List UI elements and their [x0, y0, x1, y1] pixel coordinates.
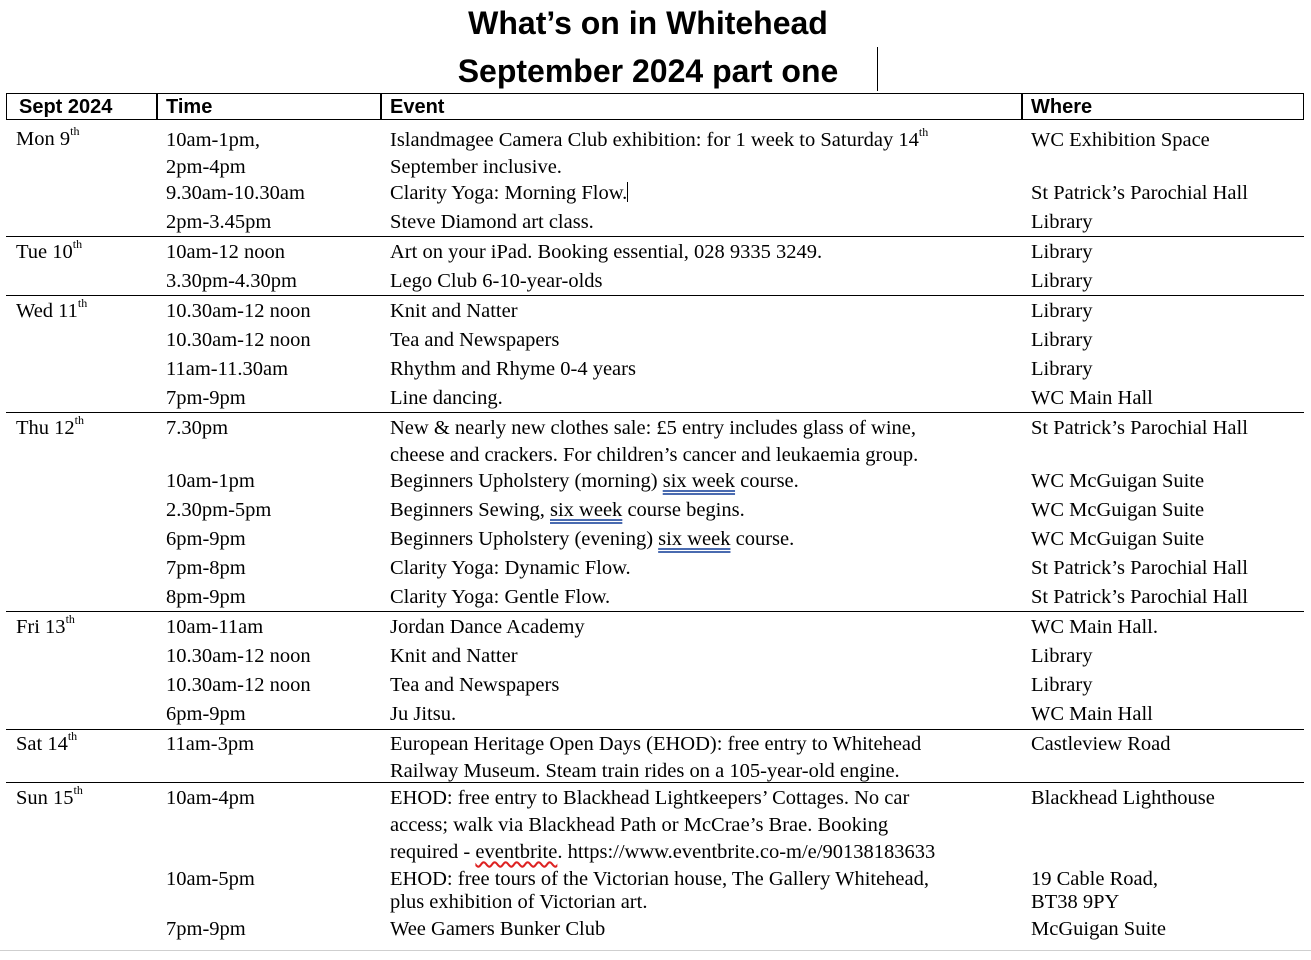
event-location: BT38 9PY [1031, 891, 1120, 913]
event-description: Beginners Upholstery (morning) six week course. [390, 470, 799, 492]
event-description: cheese and crackers. For children’s cancer and leukaemia group. [390, 444, 919, 466]
event-description: Clarity Yoga: Gentle Flow. [390, 586, 611, 608]
event-time: 7.30pm [166, 417, 229, 439]
event-time: 10am-1pm, [166, 129, 260, 151]
event-time: 10am-12 noon [166, 241, 285, 263]
event-location: Castleview Road [1031, 733, 1171, 755]
event-time: 10.30am-12 noon [166, 674, 311, 696]
event-time: 11am-3pm [166, 733, 255, 755]
event-location: Blackhead Lighthouse [1031, 787, 1215, 809]
event-description: EHOD: free entry to Blackhead Lightkeepers’ Cottages. No car [390, 787, 910, 809]
event-time: 2pm-3.45pm [166, 211, 272, 233]
header-time: Time [166, 96, 213, 118]
event-time: 2.30pm-5pm [166, 499, 272, 521]
event-description: Knit and Natter [390, 300, 518, 322]
spellcheck-underline: six week [658, 528, 731, 550]
event-location: WC McGuigan Suite [1031, 528, 1205, 550]
event-time: 10am-5pm [166, 868, 255, 890]
day-label-mon: Mon 9th [16, 124, 80, 150]
event-location: St Patrick’s Parochial Hall [1031, 586, 1248, 608]
event-description: Clarity Yoga: Morning Flow. [390, 182, 628, 204]
event-description: Tea and Newspapers [390, 674, 560, 696]
event-description: Tea and Newspapers [390, 329, 560, 351]
event-time: 8pm-9pm [166, 586, 246, 608]
event-time: 2pm-4pm [166, 156, 246, 178]
event-description: Rhythm and Rhyme 0-4 years [390, 358, 636, 380]
day-label-tue: Tue 10th [16, 237, 83, 263]
spellcheck-underline: six week [550, 499, 623, 521]
header-event: Event [390, 96, 445, 118]
event-time: 9.30am-10.30am [166, 182, 305, 204]
event-description: Wee Gamers Bunker Club [390, 918, 606, 940]
event-description: European Heritage Open Days (EHOD): free entry to Whitehead [390, 733, 922, 755]
day-label-sun: Sun 15th [16, 783, 83, 809]
event-time: 3.30pm-4.30pm [166, 270, 297, 292]
event-description: Beginners Upholstery (evening) six week course. [390, 528, 795, 550]
event-location: Library [1031, 300, 1093, 322]
day-separator [6, 295, 1304, 296]
event-location: Library [1031, 270, 1093, 292]
event-time: 10am-4pm [166, 787, 255, 809]
event-location: McGuigan Suite [1031, 918, 1166, 940]
day-separator [6, 729, 1304, 730]
event-location: 19 Cable Road, [1031, 868, 1158, 890]
event-description: September inclusive. [390, 156, 562, 178]
event-description: Beginners Sewing, six week course begins. [390, 499, 745, 521]
event-time: 10.30am-12 noon [166, 300, 311, 322]
event-time: 7pm-9pm [166, 387, 246, 409]
event-time: 6pm-9pm [166, 703, 246, 725]
event-description: New & nearly new clothes sale: £5 entry includes glass of wine, [390, 417, 917, 439]
event-description: Art on your iPad. Booking essential, 028 9335 3249. [390, 241, 823, 263]
event-location: St Patrick’s Parochial Hall [1031, 557, 1248, 579]
day-label-sat: Sat 14th [16, 729, 78, 755]
event-description: required - eventbrite. https://www.eventbrite.co-m/e/90138183633 [390, 841, 936, 863]
event-description: access; walk via Blackhead Path or McCrae’s Brae. Booking [390, 814, 889, 836]
day-label-fri: Fri 13th [16, 612, 75, 638]
event-description: Jordan Dance Academy [390, 616, 585, 638]
event-location: Library [1031, 674, 1093, 696]
column-divider [156, 94, 158, 119]
column-divider [1021, 94, 1023, 119]
page-title-line-2: September 2024 part one [457, 53, 839, 89]
day-separator [6, 236, 1304, 237]
header-where: Where [1031, 96, 1093, 118]
day-separator [6, 412, 1304, 413]
event-description: Ju Jitsu. [390, 703, 457, 725]
event-location: Library [1031, 645, 1093, 667]
event-description: Knit and Natter [390, 645, 518, 667]
event-location: WC Main Hall [1031, 703, 1153, 725]
event-location: St Patrick’s Parochial Hall [1031, 182, 1248, 204]
spellcheck-error: eventbrite [475, 841, 558, 863]
day-label-thu: Thu 12th [16, 413, 84, 439]
event-location: Library [1031, 241, 1093, 263]
header-date: Sept 2024 [19, 96, 113, 118]
day-separator [6, 611, 1304, 612]
event-time: 7pm-9pm [166, 918, 246, 940]
event-time: 6pm-9pm [166, 528, 246, 550]
event-time: 10.30am-12 noon [166, 329, 311, 351]
page-title-line-1: What’s on in Whitehead [468, 5, 828, 41]
event-time: 11am-11.30am [166, 358, 289, 380]
event-location: WC McGuigan Suite [1031, 499, 1205, 521]
event-description: Lego Club 6-10-year-olds [390, 270, 603, 292]
event-description: Line dancing. [390, 387, 503, 409]
event-location: Library [1031, 358, 1093, 380]
event-description: EHOD: free tours of the Victorian house, The Gallery Whitehead, [390, 868, 930, 890]
text-cursor [877, 47, 878, 91]
event-location: WC McGuigan Suite [1031, 470, 1205, 492]
event-time: 10am-11am [166, 616, 264, 638]
event-location: WC Main Hall [1031, 387, 1153, 409]
spellcheck-underline: six week [662, 470, 736, 492]
column-divider [380, 94, 382, 119]
event-description: Steve Diamond art class. [390, 211, 594, 233]
event-location: Library [1031, 211, 1093, 233]
page-edge [0, 950, 1311, 951]
event-description: Railway Museum. Steam train rides on a 105-year-old engine. [390, 760, 900, 782]
event-description: plus exhibition of Victorian art. [390, 891, 648, 913]
event-time: 10.30am-12 noon [166, 645, 311, 667]
event-description: Islandmagee Camera Club exhibition: for 1 week to Saturday 14th [390, 125, 929, 151]
event-time: 10am-1pm [166, 470, 255, 492]
table-header-row [6, 93, 1304, 120]
event-time: 7pm-8pm [166, 557, 246, 579]
event-location: St Patrick’s Parochial Hall [1031, 417, 1248, 439]
text-cursor [627, 182, 628, 202]
day-label-wed: Wed 11th [16, 296, 88, 322]
event-location: WC Main Hall. [1031, 616, 1158, 638]
event-location: Library [1031, 329, 1093, 351]
event-description: Clarity Yoga: Dynamic Flow. [390, 557, 631, 579]
event-location: WC Exhibition Space [1031, 129, 1210, 151]
